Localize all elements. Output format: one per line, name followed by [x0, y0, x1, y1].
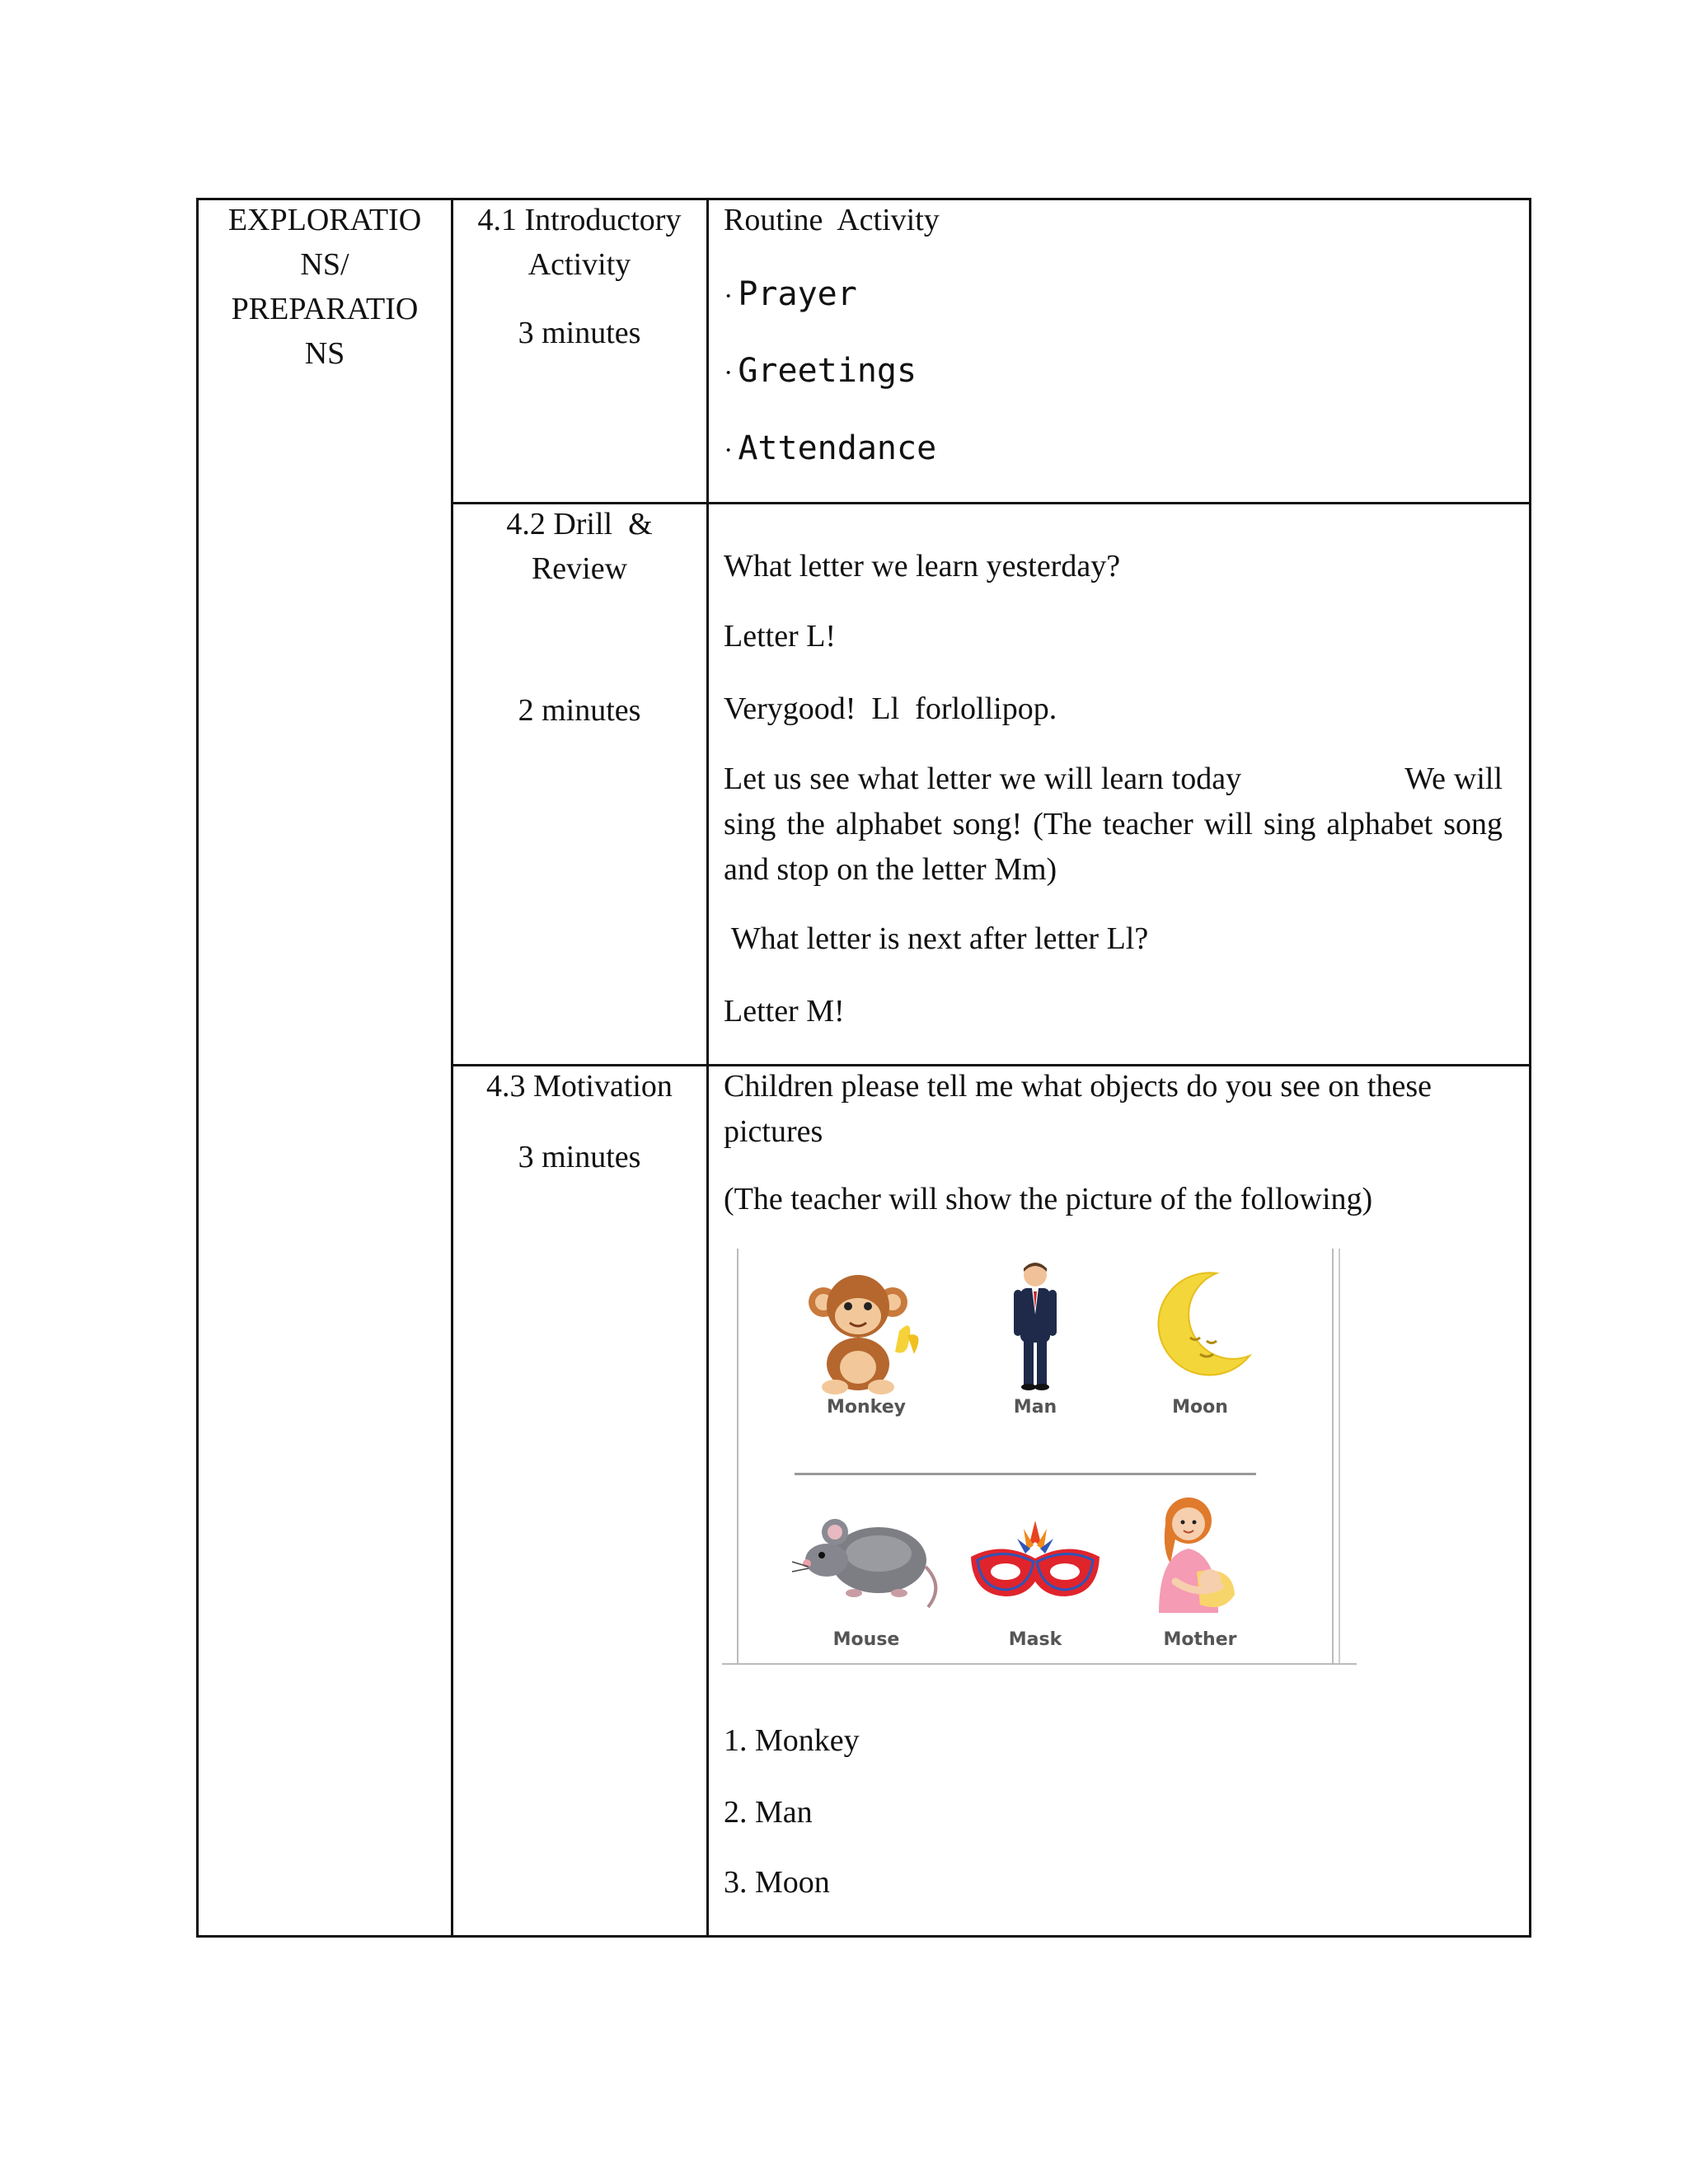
- row-title-line: Activity: [528, 247, 631, 282]
- section-label-line: NS: [304, 336, 345, 371]
- section-label-line: PREPARATIO: [231, 292, 419, 326]
- bullet-text: Greetings: [738, 352, 917, 390]
- row-title-drill-review: [455, 502, 704, 591]
- picture-frame: [1339, 1249, 1340, 1665]
- picture-label: Man: [1013, 1397, 1057, 1418]
- row-title-line: 4.2 Drill &: [506, 507, 653, 541]
- bullet-marker: ·: [724, 281, 734, 312]
- bullet-item: [724, 349, 917, 396]
- row-duration: 3 minutes: [518, 316, 641, 350]
- picture-frame: [722, 1663, 1357, 1665]
- table-left-border: [196, 198, 199, 1938]
- bullet-text: Prayer: [738, 275, 857, 313]
- bullet-text: Attendance: [738, 429, 937, 467]
- object-list-item: 3. Moon: [724, 1865, 830, 1900]
- routine-activity-heading: Routine Activity: [724, 203, 940, 237]
- picture-label: Moon: [1172, 1397, 1228, 1418]
- column-divider-1: [451, 198, 453, 1938]
- table-bottom-border: [196, 1935, 1531, 1938]
- picture-label: Mask: [1008, 1629, 1062, 1650]
- drill-line: What letter is next after letter Ll?: [724, 921, 1149, 956]
- row-title-line: Review: [531, 551, 628, 586]
- picture-divider: [795, 1473, 1256, 1475]
- drill-line: Letter M!: [724, 994, 845, 1029]
- picture-label: Mother: [1163, 1629, 1237, 1650]
- row-title-introductory: [455, 198, 704, 287]
- row-duration: 2 minutes: [518, 693, 641, 728]
- section-label: [200, 198, 449, 376]
- picture-label: Mouse: [832, 1629, 900, 1650]
- bullet-marker: ·: [724, 358, 734, 388]
- motivation-paragraph: Children please tell me what objects do you see on these pictures: [724, 1069, 1432, 1149]
- section-label-line: EXPLORATIO: [227, 203, 422, 237]
- object-list-item: 1. Monkey: [724, 1723, 860, 1758]
- section-label-line: NS/: [300, 247, 349, 282]
- motivation-line: (The teacher will show the picture of the following): [724, 1182, 1373, 1216]
- column-divider-2: [706, 198, 709, 1938]
- bullet-item: [724, 426, 936, 473]
- bullet-item: [724, 272, 857, 319]
- drill-line: Verygood! Ll forlollipop.: [724, 691, 1057, 726]
- row-title-line: 4.3 Motivation: [486, 1069, 673, 1104]
- table-right-border: [1529, 198, 1531, 1938]
- picture-label: Monkey: [827, 1397, 906, 1418]
- picture-frame: [1332, 1249, 1334, 1665]
- drill-line: Letter L!: [724, 619, 837, 654]
- row-title-line: 4.1 Introductory: [477, 203, 682, 237]
- drill-line: What letter we learn yesterday?: [724, 549, 1121, 583]
- row-duration: 3 minutes: [518, 1140, 641, 1174]
- drill-paragraph: Let us see what letter we will learn today We will sing the alphabet song! (The teacher will sing alphabet song and stop on the letter Mm): [724, 762, 1511, 887]
- object-list-item: 2. Man: [724, 1795, 813, 1830]
- objects-picture: [722, 1249, 1357, 1669]
- bullet-marker: ·: [724, 435, 734, 466]
- picture-frame: [737, 1249, 738, 1665]
- row-title-motivation: [455, 1064, 704, 1108]
